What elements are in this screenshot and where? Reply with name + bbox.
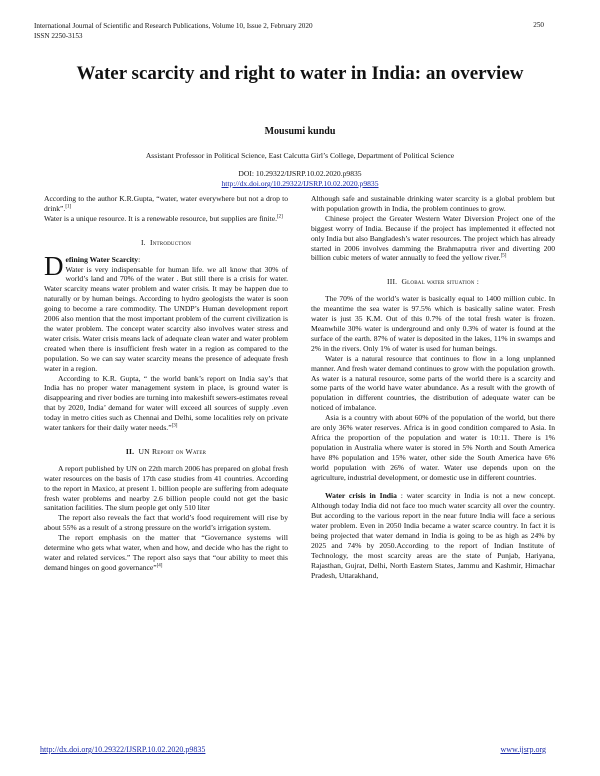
- journal-header: [34, 21, 534, 41]
- footer-site-link[interactable]: www.ijsrp.org: [500, 745, 546, 754]
- section-heading-un-report: II. UN Report on Water: [125, 446, 207, 456]
- doi-block: [0, 169, 600, 189]
- affiliation: Assistant Professor in Political Science, East Calcutta Girl’s College, Department of Political Science: [145, 151, 455, 160]
- paragraph: Water crisis in India : water scarcity in India is not a new concept. Although today India did not face too much water scarcity all over the country. But according to the various report in the near future India will face a serious water problem. Even in 2050 India became a water scarce country. In fact it is being projected that water demand in India is going to be as high as 24% by 2025 and 74% by 2050.According to the report of Indian Institute of Technology, the most scarcity areas are the state of Punjab, Hariyana, Rajasthan, Gujrat, Delhi, North Eastern States, Jammu and Kashmir, Himachar Pradesh, Uttarakhand,: [311, 491, 556, 580]
- paragraph: The report emphasis on the matter that “Governance systems will determine who gets what water, when and how, and decide who has the right to water and related services.” The report also says that “our ability to meet this demand hinges on good governance”[4]: [44, 533, 288, 572]
- journal-name: International Journal of Scientific and Research Publications, Volume 10, Issue 2, February 2020: [34, 22, 313, 30]
- section-heading-introduction: I. Introduction: [140, 237, 192, 247]
- intro-quote: According to the author K.R.Gupta, “water, water everywhere but not a drop to drink”.[1]: [44, 194, 288, 213]
- footer-site: [500, 745, 546, 754]
- intro-line: Water is a unique resource. It is a renewable resource, but supplies are finite.[2]: [44, 213, 283, 223]
- paragraph: Asia is a country with about 60% of the population of the world, but there are only 36% water reserves. Africa is in good condition compared to Asia. In Africa the proportion of the population and water is 10:11. There is 1% population in Australia where water is stored in 5% North and South America have 8% population and 15% water, other side the South America have 6% world population with 26% of water. Water use depends upon on the agriculture, industrial development, or domestic use in different countries.: [311, 413, 555, 482]
- paragraph: The 70% of the world’s water is basically equal to 1400 million cubic. In the meantime the sea water is 97.5% which is basically saline water. Fresh water is just 35 K.M. Out of this 0.7% of the total fresh water is frozen. Meanwhile 30% water is underground and only 0.3% of water is found at the surface of the earth. 87% of water is deposited in the lakes, 11% in swamps and 2% in the rivers. Only 1% of water is used for human beings.: [311, 294, 555, 353]
- section-heading-global-water: III. Global water situation :: [386, 277, 480, 287]
- paragraph: Although safe and sustainable drinking water scarcity is a global problem but with population growth in India, the problem continues to grow.: [311, 194, 555, 213]
- paragraph: Chinese project the Greater Western Water Diversion Project one of the biggest worry of India. Because if the project has implemented it effected not only India but also Bangladesh’s water resources. The project which has already started in 2006 involves damming the Brahmaputra river and diverting 200 billion cubic meters of water annually to feed the yellow river.[5]: [311, 213, 555, 263]
- paragraph: A report published by UN on 22th march 2006 has prepared on global fresh water resources on the basis of 17th case studies from 41 countries. According to the report in Maxico, at present 1. billion people are suffering from adequate fresh water problems and nearby 2.6 billion people could not get the basic sanitation facilities. The slum people get only 510 liter: [44, 463, 288, 513]
- doi-link[interactable]: http://dx.doi.org/10.29322/IJSRP.10.02.2020.p9835: [221, 179, 379, 188]
- paragraph: The report also reveals the fact that world’s food requirement will rise by about 55% as a result of a strong pressure on the world’s irrigation system.: [44, 513, 288, 533]
- intro-paragraph: Defining Water Scarcity: Water is very indispensable for human life. we all know that 30% of world’s land and 70% of the water . But still there is a crisis for water. Water scarcity means water problem and water crisis. It may be happen due to naturally or by human beings. According to hydro geologists the water is soon going to become a rare commodity. The UNDP’s Human development report 2006 also mention that the most important problem of the current civilization is the water problem. The concept water scarcity also involves water stress and water crisis. Water crisis means lack of adequate clean water and water problem created when there is insufficient fresh water in a region as compared to the population. So we can say water scarcity means the presence of adequate fresh water in a region.: [44, 250, 288, 373]
- paragraph: Water is a natural resource that continues to flow in a long unplanned manner. And fresh water demand continues to grow with the population growth. As water is a natural resource, some parts of the world there is a scarcity and some parts of the world have water abundance. As a result with the growth of population in different countries, the distribution of adequate water can be noticed of imbalance.: [311, 353, 555, 413]
- footer-doi: [40, 745, 205, 754]
- footer-doi-link[interactable]: http://dx.doi.org/10.29322/IJSRP.10.02.2020.p9835: [40, 745, 206, 754]
- doi-label: DOI: 10.29322/IJSRP.10.02.2020.p9835: [238, 169, 362, 178]
- issn: ISSN 2250-3153: [34, 32, 83, 40]
- paper-title: Water scarcity and right to water in India: an overview: [76, 63, 524, 84]
- left-column: [44, 194, 288, 573]
- paragraph: According to K.R. Gupta, “ the world bank’s report on India say’s that India has no proper water management system in place, is ground water is disappearing and river bodies are turning into makeshift sewers-estimates reveal that by 2020, India’ demand for water will exceed all sources of supply .even today in metro cities such as Chennai and Delhi, some localities rely on private water tankers for their daily water needs.”[3]: [44, 373, 288, 433]
- page-number: 250: [533, 21, 544, 29]
- author-name: Mousumi kundu: [264, 126, 336, 137]
- drop-cap: D: [44, 250, 64, 281]
- right-column: [311, 194, 555, 581]
